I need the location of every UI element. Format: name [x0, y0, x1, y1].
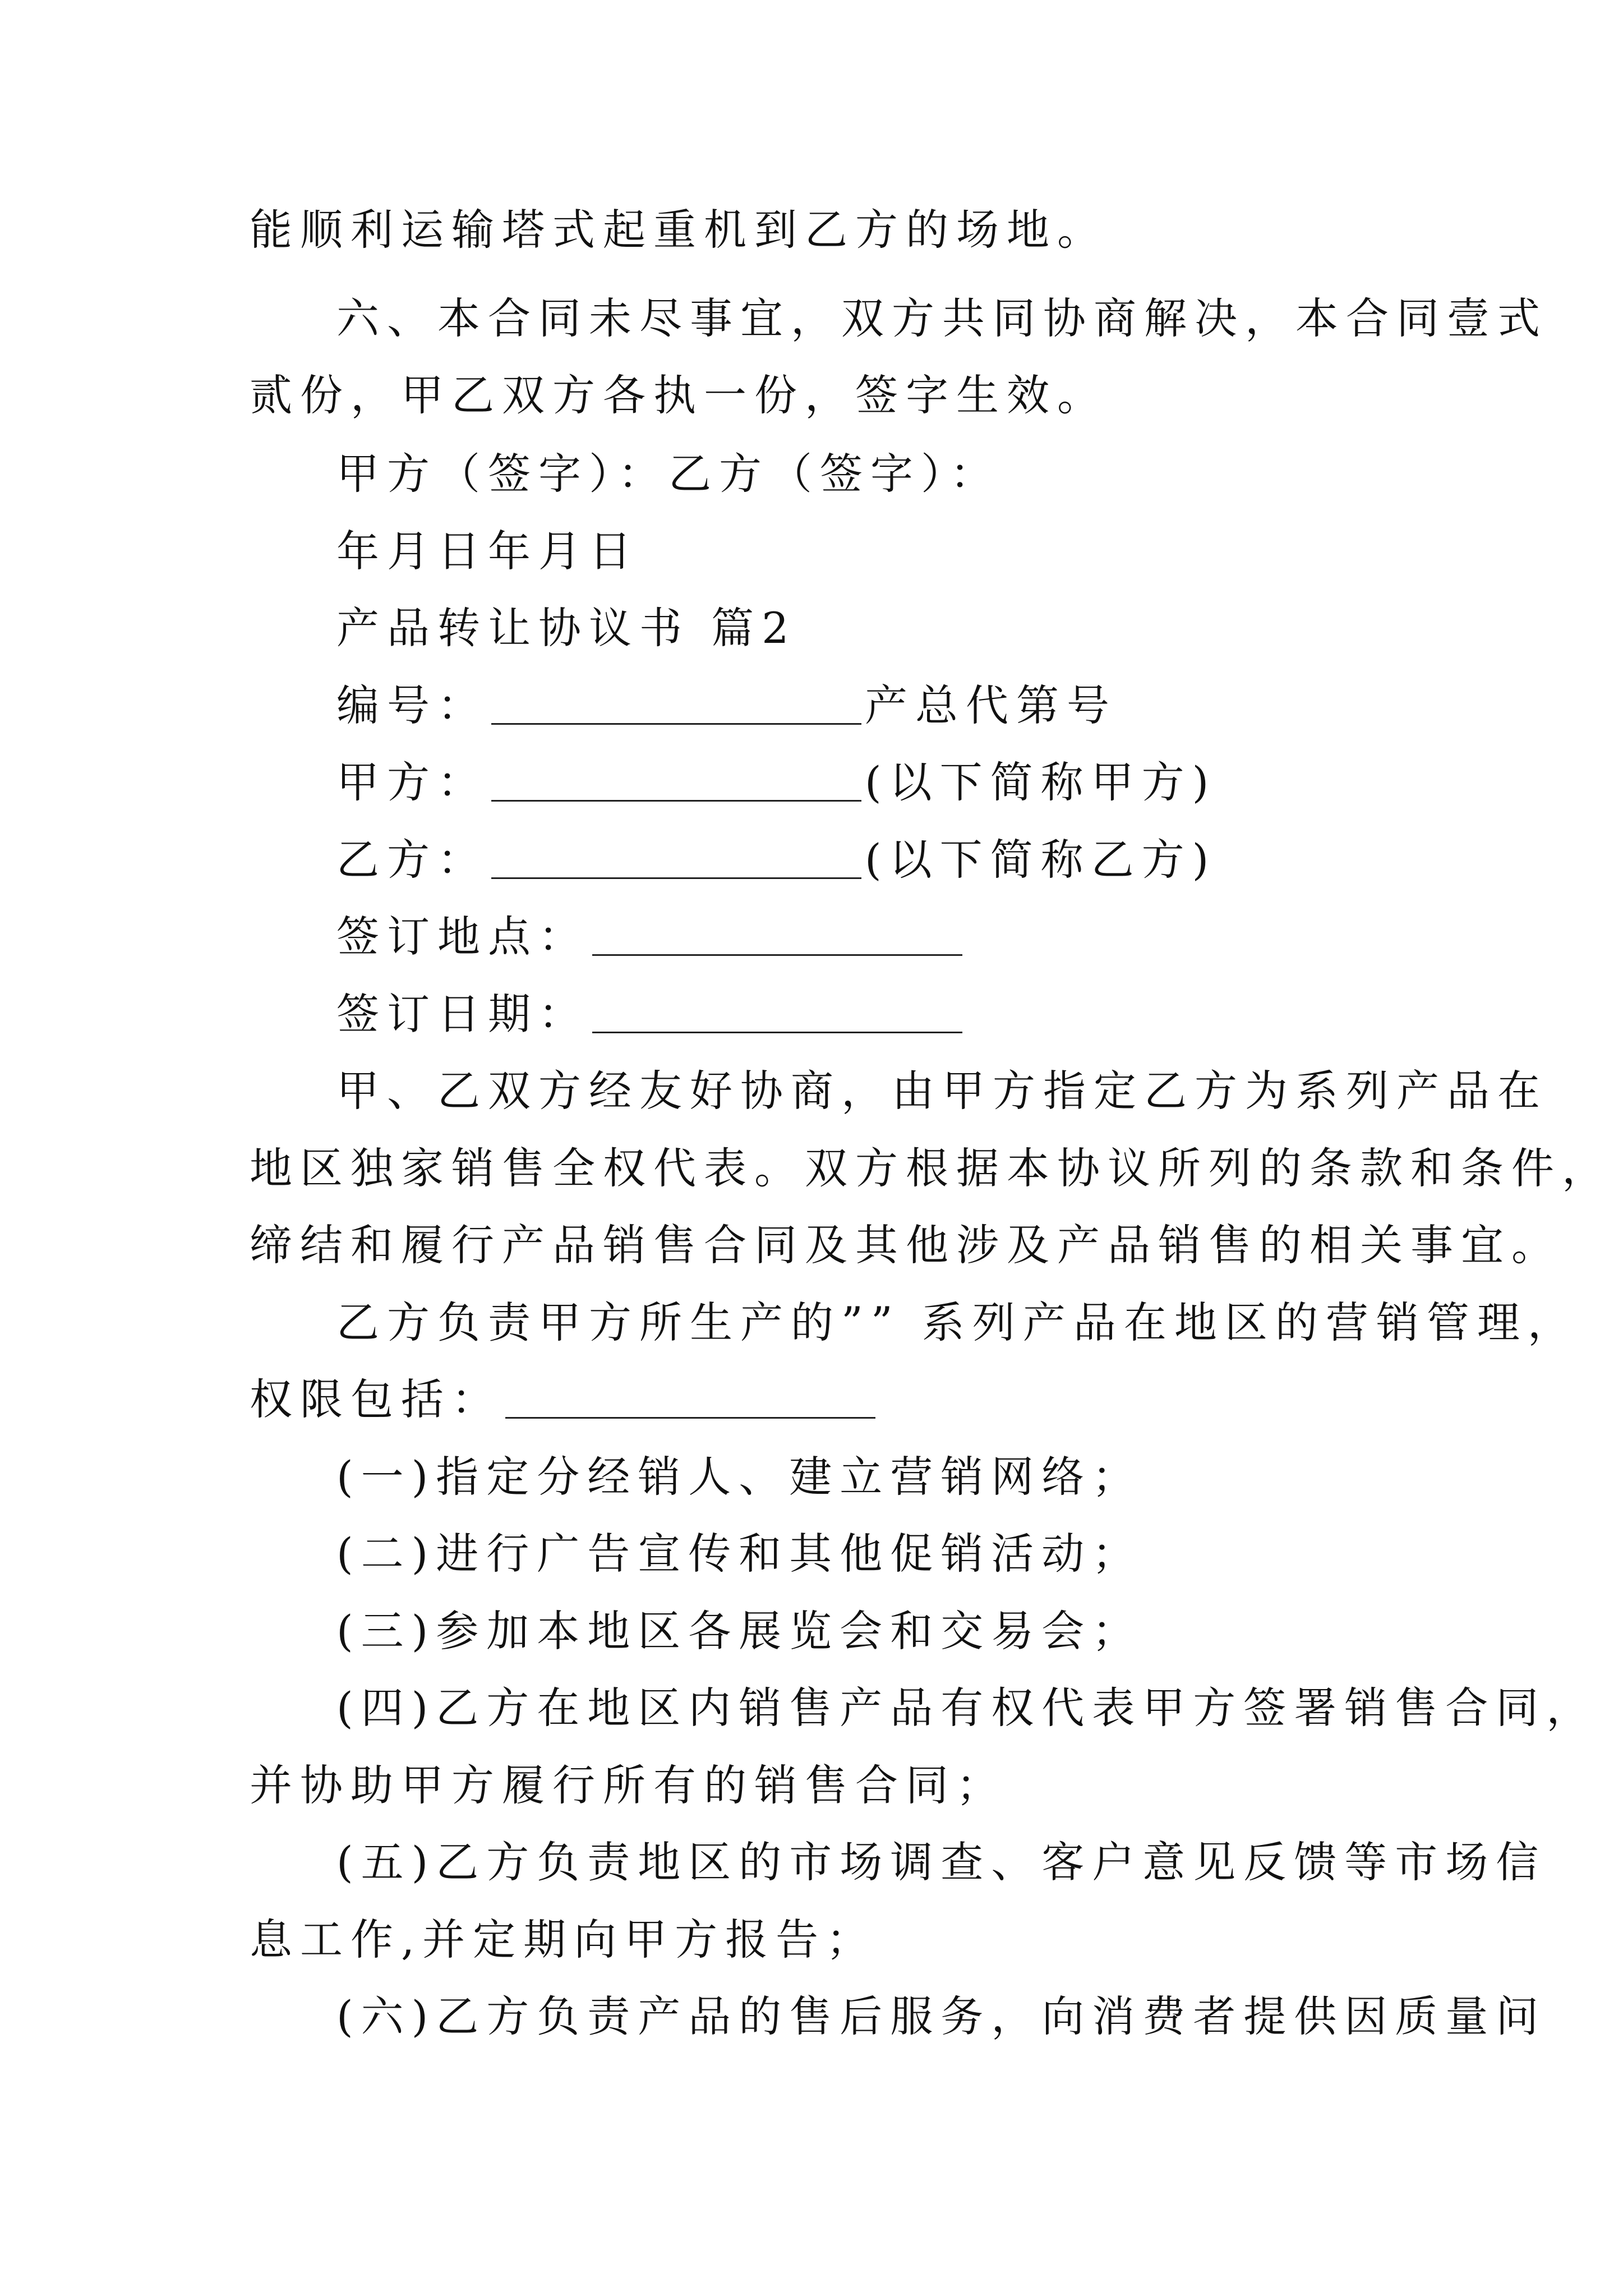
sign-date-field-line: [336, 983, 1481, 1045]
party-a-suffix: (以下简称甲方): [865, 757, 1217, 807]
sign-place-field-line: [336, 906, 1481, 968]
list-item-continuation: 息工作,并定期向甲方报告；: [250, 1915, 877, 1964]
signature-line: 甲方（签字）：乙方（签字）：: [336, 449, 1000, 499]
sign-place-blank: [592, 921, 962, 956]
list-item: (二)进行广告宣传和其他促销活动；: [336, 1529, 1143, 1579]
number-field-line: [336, 675, 1481, 737]
party-b-suffix: (以下简称乙方): [865, 835, 1217, 885]
paragraph-line: 贰份，甲乙双方各执一份，签字生效。: [250, 370, 1108, 420]
party-b-blank: [491, 844, 861, 879]
paragraph-line: 甲、乙双方经友好协商，由甲方指定乙方为系列产品在: [336, 1066, 1548, 1116]
authority-field-line: [250, 1369, 1394, 1430]
paragraph-line: 地区独家销售全权代表。双方根据本协议所列的条款和条件，: [250, 1143, 1612, 1193]
date-line: 年月日年月日: [336, 526, 639, 576]
paragraph-line: 六、本合同未尽事宜，双方共同协商解决，本合同壹式: [336, 293, 1548, 343]
list-item: (三)参加本地区各展览会和交易会；: [336, 1606, 1143, 1656]
party-a-label: 甲方：: [336, 757, 488, 807]
list-item: (六)乙方负责产品的售后服务，向消费者提供因质量问: [336, 1991, 1547, 2041]
paragraph-line: 乙方负责甲方所生产的”” 系列产品在地区的营销管理，: [336, 1297, 1578, 1347]
party-b-field-line: [336, 829, 1481, 891]
paragraph-line: 缔结和履行产品销售合同及其他涉及产品销售的相关事宜。: [250, 1220, 1562, 1270]
number-blank: [491, 689, 861, 725]
sign-place-label: 签订地点：: [336, 912, 589, 961]
list-item: (四)乙方在地区内销售产品有权代表甲方签署销售合同，: [336, 1683, 1597, 1733]
party-b-label: 乙方：: [336, 835, 488, 885]
authority-blank: [505, 1383, 875, 1419]
number-label: 编号：: [336, 680, 488, 730]
paragraph-line: 能顺利运输塔式起重机到乙方的场地。: [250, 205, 1108, 255]
section-heading: 产品转让协议书 篇2: [336, 603, 797, 653]
sign-date-blank: [592, 998, 962, 1033]
list-item-continuation: 并协助甲方履行所有的销售合同；: [250, 1760, 1007, 1810]
list-item: (一)指定分经销人、建立营销网络；: [336, 1452, 1143, 1502]
party-a-blank: [491, 766, 861, 802]
sign-date-label: 签订日期：: [336, 989, 589, 1039]
number-suffix: 产总代第号: [865, 680, 1117, 730]
authority-label: 权限包括：: [250, 1374, 502, 1424]
party-a-field-line: [336, 752, 1481, 813]
list-item: (五)乙方负责地区的市场调查、客户意见反馈等市场信: [336, 1837, 1547, 1887]
